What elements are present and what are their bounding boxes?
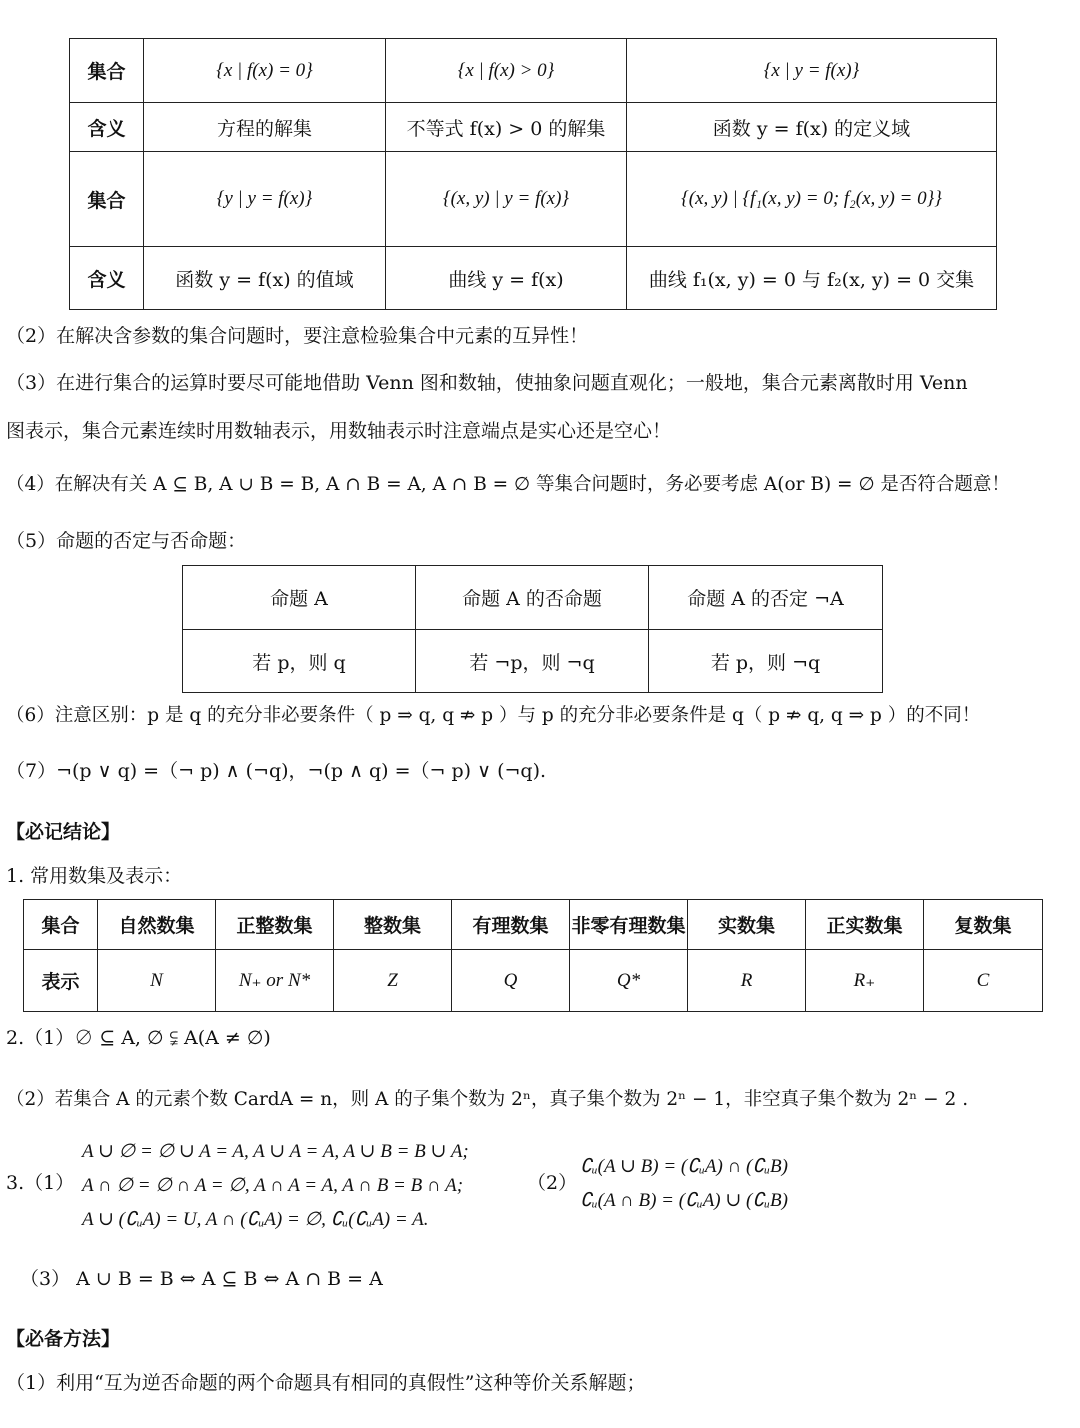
table3-symbol-2: N₊ or N*	[216, 950, 334, 1012]
table2-r1-c0: 若 p，则 q	[183, 630, 416, 693]
table3-header-1: 自然数集	[98, 900, 216, 950]
note-3-line2: 图表示，集合元素连续时用数轴表示，用数轴表示时注意端点是实心还是空心！	[6, 420, 672, 442]
conclusion-3-left-line2: A ∩ ∅ = ∅ ∩ A = ∅, A ∩ A = A, A ∩ B = B ∩ A;	[82, 1175, 464, 1196]
table3-symbol-4: Q	[452, 950, 570, 1012]
table3-header-8: 复数集	[924, 900, 1043, 950]
note-4: （4）在解决有关 A ⊆ B, A ∪ B = B, A ∩ B = A, A ∩ B = ∅ 等集合问题时，务必要考虑 A(or B) = ∅ 是否符合题意！	[6, 474, 1010, 495]
table3-symbol-5: Q*	[570, 950, 688, 1012]
set-meaning-table	[69, 38, 997, 310]
method-1: （1）利用“互为逆否命题的两个命题具有相同的真假性”这种等价关系解题；	[6, 1372, 646, 1394]
table3-symbol-3: Z	[334, 950, 452, 1012]
table1-r2-c1: {y | y = f(x)}	[144, 152, 386, 247]
note-6: （6）注意区别：p 是 q 的充分非必要条件（ p ⇒ q, q ⇏ p ）与 p 的充分非必要条件是 q（ p ⇏ q, q ⇒ p ）的不同！	[6, 705, 981, 726]
table1-r2-c0: 集合	[70, 152, 144, 247]
table3-symbol-8: C	[924, 950, 1043, 1012]
conclusion-3-right-system	[580, 1150, 788, 1218]
conclusion-3-3: （3） A ∪ B = B ⇔ A ⊆ B ⇔ A ∩ B = A	[20, 1268, 383, 1290]
table1-r0-c3: {x | y = f(x)}	[627, 39, 997, 103]
conclusion-1: 1. 常用数集及表示：	[6, 865, 183, 887]
table2-r0-c2: 命题 A 的否定 ¬A	[649, 566, 883, 630]
conclusion-3-label-2: （2）	[527, 1172, 578, 1194]
conclusion-3-left-line3: A ∪ (∁ᵤA) = U, A ∩ (∁ᵤA) = ∅, ∁ᵤ(∁ᵤA) = A.	[82, 1209, 429, 1230]
table2-r1-c1: 若 ¬p，则 ¬q	[416, 630, 649, 693]
table3-header-2: 正整数集	[216, 900, 334, 950]
conclusion-3-label: 3.（1）	[6, 1172, 75, 1194]
table2-r0-c0: 命题 A	[183, 566, 416, 630]
note-7: （7）¬(p ∨ q) =（¬ p) ∧ (¬q)，¬(p ∧ q) =（¬ p) ∨ (¬q).	[6, 760, 547, 782]
conclusion-3-right-line2: ∁ᵤ(A ∩ B) = (∁ᵤA) ∪ (∁ᵤB)	[580, 1190, 788, 1211]
table3-header-3: 整数集	[334, 900, 452, 950]
table3-symbol-6: R	[688, 950, 806, 1012]
table1-r1-c3: 函数 y = f(x) 的定义域	[627, 103, 997, 152]
table1-r3-c0: 含义	[70, 247, 144, 310]
proposition-table	[182, 565, 883, 693]
table1-r2-c3: {(x, y) | {f₁(x, y) = 0; f₂(x, y) = 0}}	[627, 152, 997, 247]
table1-r0-c0: 集合	[70, 39, 144, 103]
section-title-conclusions: 【必记结论】	[6, 821, 121, 843]
conclusion-3-left-system	[82, 1135, 469, 1237]
table1-r0-c1: {x | f(x) = 0}	[144, 39, 386, 103]
table3-symbol-7: R₊	[806, 950, 924, 1012]
table1-r1-c0: 含义	[70, 103, 144, 152]
table2-r1-c2: 若 p，则 ¬q	[649, 630, 883, 693]
table3-header-0: 集合	[24, 900, 98, 950]
table1-r3-c3: 曲线 f₁(x, y) = 0 与 f₂(x, y) = 0 交集	[627, 247, 997, 310]
table2-r0-c1: 命题 A 的否命题	[416, 566, 649, 630]
conclusion-2-2: （2）若集合 A 的元素个数 CardA = n，则 A 的子集个数为 2ⁿ，真子集个数为 2ⁿ − 1，非空真子集个数为 2ⁿ − 2 .	[6, 1089, 969, 1110]
table3-symbol-1: N	[98, 950, 216, 1012]
conclusion-3-left-line1: A ∪ ∅ = ∅ ∪ A = A, A ∪ A = A, A ∪ B = B ∪ A;	[82, 1141, 469, 1162]
table1-r1-c2: 不等式 f(x) > 0 的解集	[386, 103, 627, 152]
note-3-line1: （3）在进行集合的运算时要尽可能地借助 Venn 图和数轴，使抽象问题直观化；一般地，集合元素离散时用 Venn	[6, 372, 968, 394]
table1-r3-c1: 函数 y = f(x) 的值域	[144, 247, 386, 310]
table1-r1-c1: 方程的解集	[144, 103, 386, 152]
table1-r2-c2: {(x, y) | y = f(x)}	[386, 152, 627, 247]
number-sets-table	[23, 899, 1043, 1012]
table1-r3-c2: 曲线 y = f(x)	[386, 247, 627, 310]
table3-symbol-0: 表示	[24, 950, 98, 1012]
conclusion-3-right-line1: ∁ᵤ(A ∪ B) = (∁ᵤA) ∩ (∁ᵤB)	[580, 1156, 788, 1177]
table3-header-5: 非零有理数集	[570, 900, 688, 950]
section-title-methods: 【必备方法】	[6, 1328, 121, 1350]
table1-r0-c2: {x | f(x) > 0}	[386, 39, 627, 103]
note-2: （2）在解决含参数的集合问题时，要注意检验集合中元素的互异性！	[6, 325, 589, 347]
table3-header-6: 实数集	[688, 900, 806, 950]
table3-header-7: 正实数集	[806, 900, 924, 950]
note-5: （5）命题的否定与否命题：	[6, 530, 247, 552]
conclusion-2-1: 2.（1）∅ ⊆ A, ∅ ⫋ A(A ≠ ∅)	[6, 1027, 271, 1049]
table3-header-4: 有理数集	[452, 900, 570, 950]
